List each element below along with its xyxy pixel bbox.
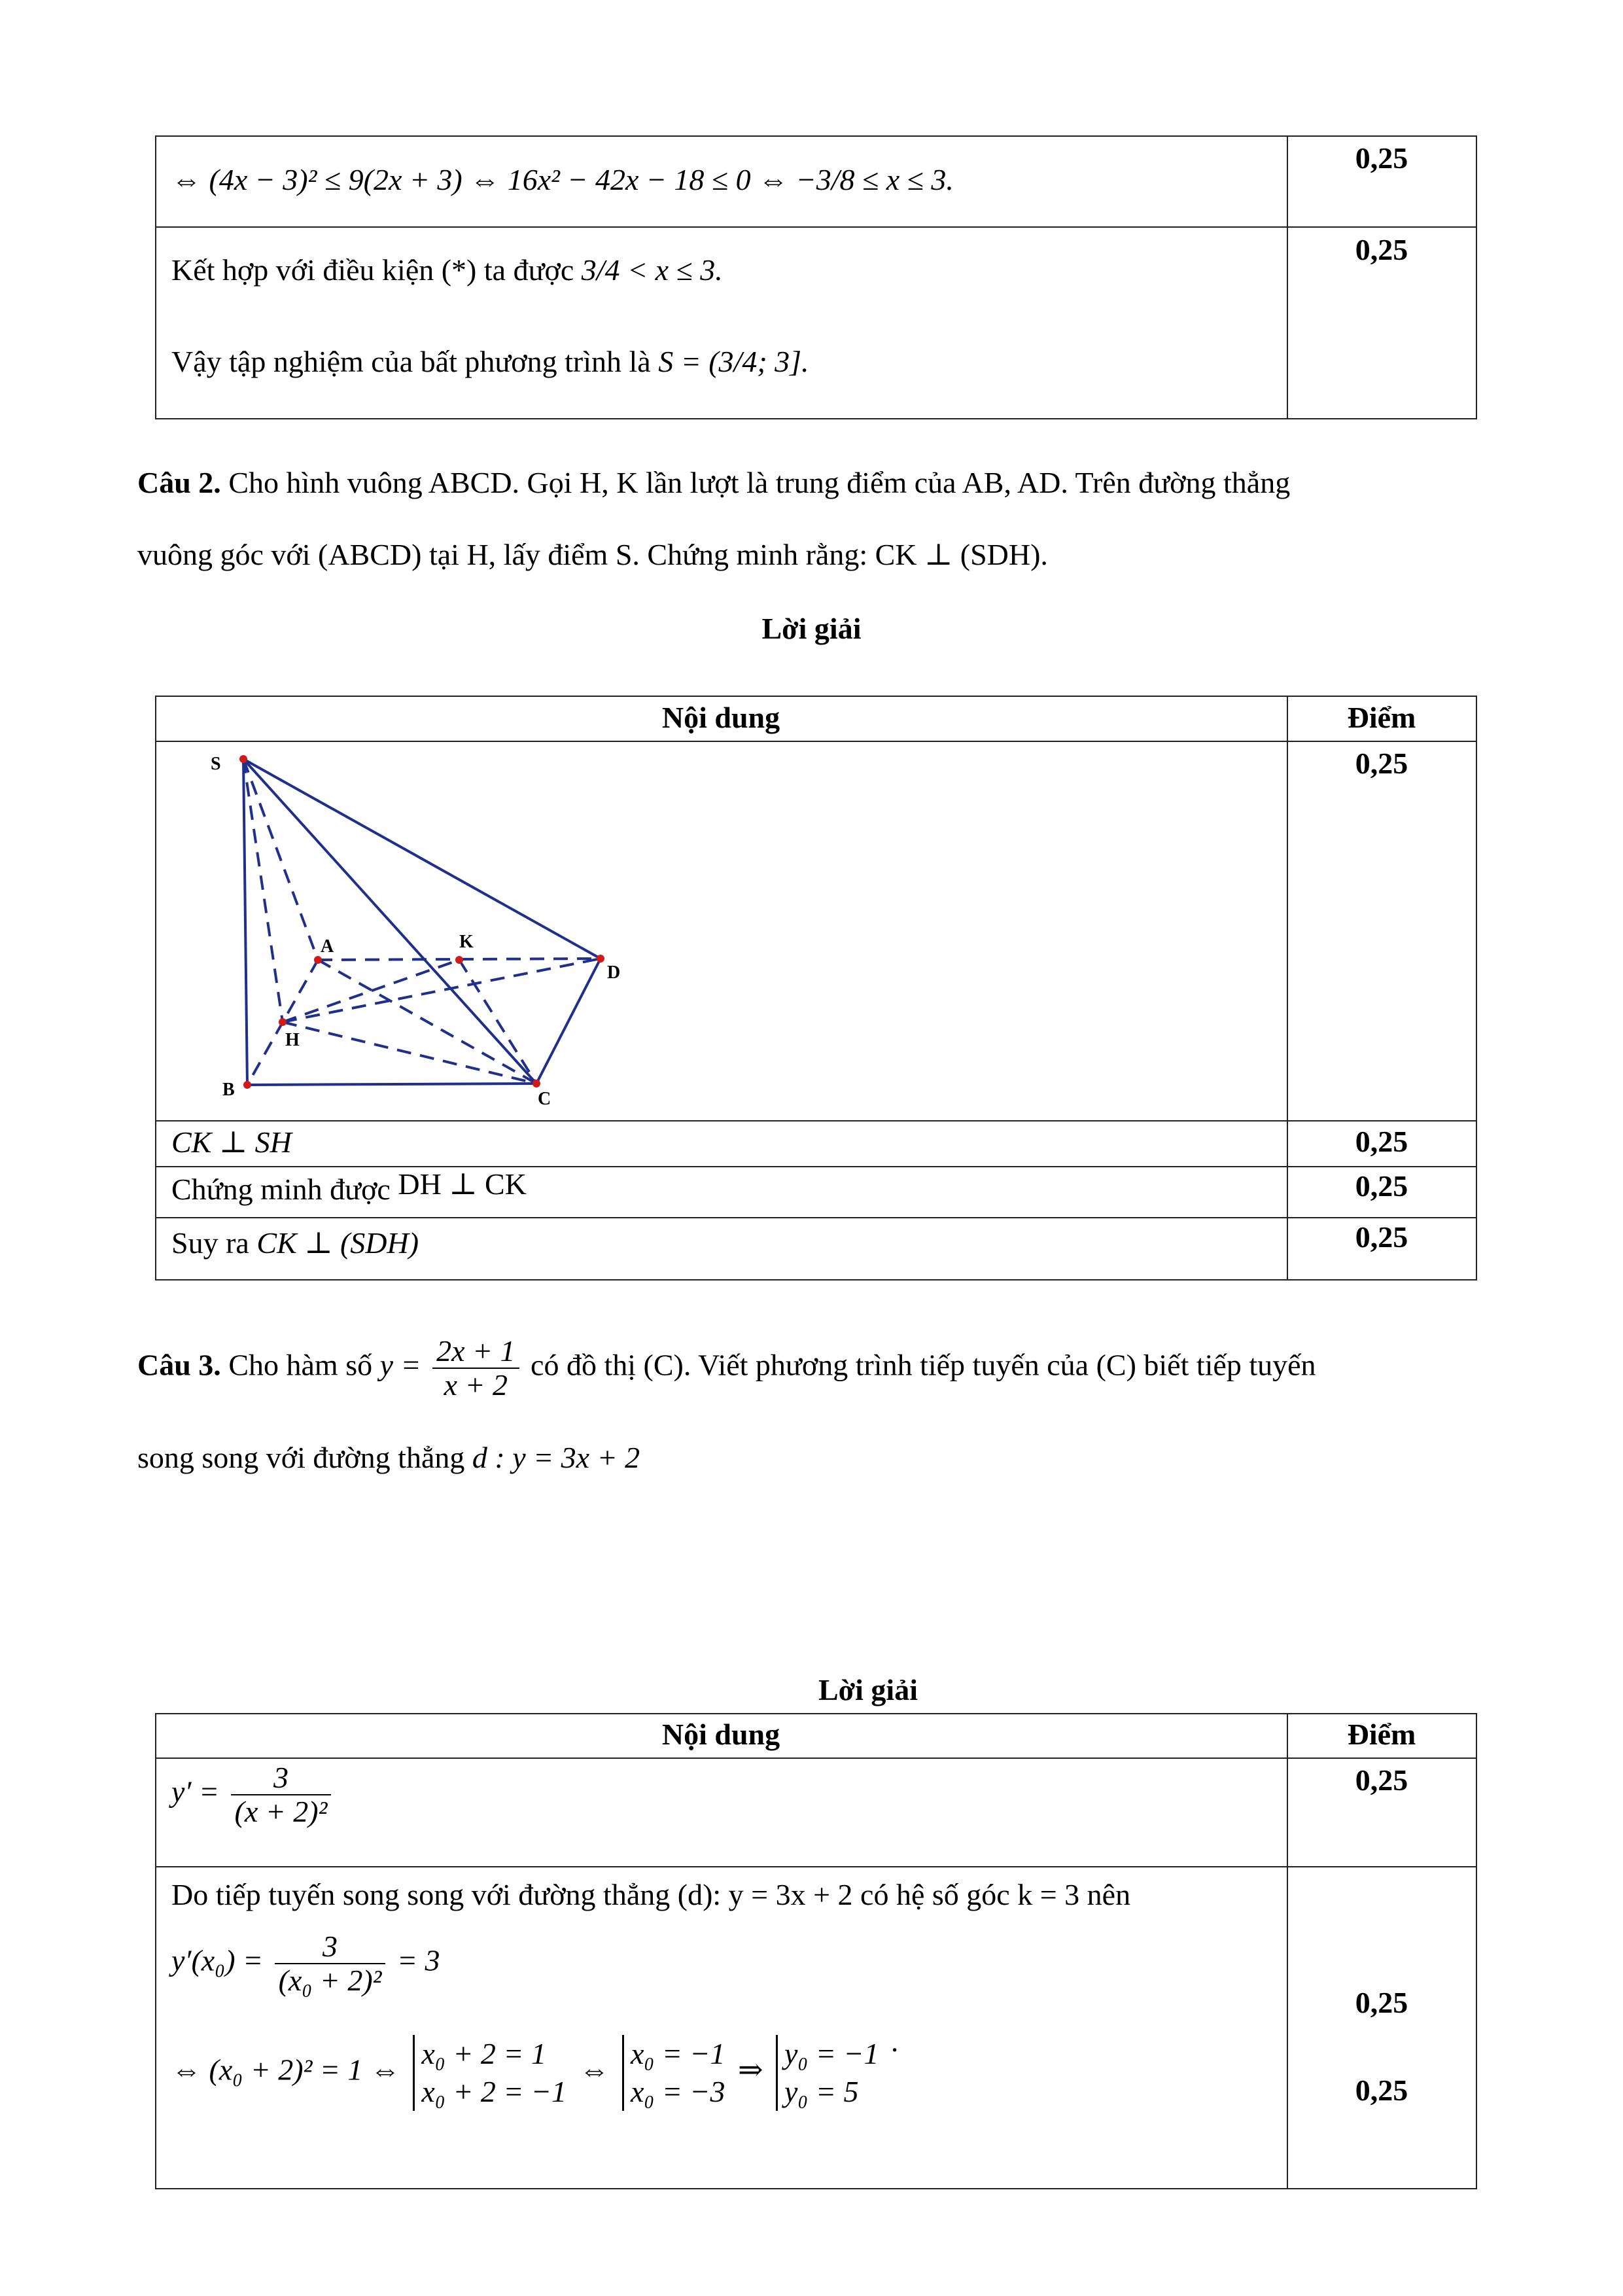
edge-BC [247,1084,536,1085]
q3-row2-score-a: 0,25 [1355,1986,1408,2019]
top-row2-line1-prefix: Kết hợp với điều kiện (*) ta được [171,253,574,287]
q3-row1-score: 0,25 [1355,1763,1408,1797]
point-A [314,956,322,964]
top-table-row-divider [155,226,1477,228]
q2-row3-content [171,1225,419,1262]
q2-table-row-divider-1 [155,1120,1477,1122]
top-row2-line2-prefix: Vậy tập nghiệm của bất phương trình là [171,345,651,378]
q2-row2-score: 0,25 [1355,1169,1408,1203]
label-A: A [321,936,334,957]
top-row2-line1-math: 3/4 < x ≤ 3. [581,253,723,287]
q3-system-3-b: y₀ = 5 [784,2075,859,2108]
question2-line1 [137,465,1290,501]
question3-func-lhs: y = [379,1348,421,1382]
question3-line2-math: d : y = 3x + 2 [472,1441,640,1474]
question2-solution-title: Lời giải [761,612,862,645]
point-C [532,1080,540,1087]
edge-SH [243,759,283,1022]
q3-system-3-a: y₀ = −1 [784,2037,879,2070]
top-table-col-divider [1287,135,1288,419]
q3-table-header-divider [155,1757,1477,1759]
q3-table-row-divider [155,1866,1477,1867]
q3-system-3 [776,2035,879,2111]
top-row2-line1 [171,252,723,289]
label-D: D [607,963,621,983]
label-H: H [285,1030,300,1050]
q3-row2-line2-rhs: = 3 [396,1943,440,1977]
edge-SD [243,759,601,959]
q3-system-1-b: x₀ + 2 = −1 [421,2075,567,2108]
question3-line1 [137,1335,1316,1402]
question3-text-part1: Cho hàm số [228,1348,373,1382]
point-D [597,955,604,963]
q2-row2-prefix: Chứng minh được [171,1173,391,1206]
top-row2-line2 [171,344,809,380]
q3-row1-lhs: y′ = [171,1775,220,1809]
q3-row2-line3-start: ⇔ (x₀ + 2)² = 1 ⇔ [171,2053,400,2087]
edge-HC [283,1022,536,1084]
label-B: B [222,1080,235,1100]
q2-header-score: Điểm [1347,701,1416,734]
q2-figure-score: 0,25 [1355,747,1408,780]
question2-text-line1: Cho hình vuông ABCD. Gọi H, K lần lượt là trung điểm của AB, AD. Trên đường thẳng [228,466,1291,499]
q3-row2-line2-lhs: y′(x₀) = [171,1943,264,1977]
q3-row1-fraction [231,1761,332,1828]
q2-header-content: Nội dung [661,701,780,734]
q3-system-1 [413,2035,567,2111]
top-row1-score: 0,25 [1355,141,1408,175]
q3-arrow-1: ⇔ [579,2053,610,2087]
q2-row3-score: 0,25 [1355,1220,1408,1254]
edge-SA [243,759,318,960]
edge-CD [536,959,601,1084]
q3-row2-line2-fraction [275,1930,386,1997]
question2-line2: vuông góc với (ABCD) tại H, lấy điểm S. Chứng minh rằng: CK ⊥ (SDH). [137,538,1048,571]
question3-func-den: x + 2 [444,1368,508,1402]
question3-label: Câu 3. [137,1348,221,1382]
top-row2-line2-math: S = (3/4; 3]. [658,345,809,378]
q3-row1-num: 3 [231,1761,332,1795]
q3-system-1-a: x₀ + 2 = 1 [421,2037,546,2070]
edge-HD [283,959,601,1022]
q2-table-header-divider [155,741,1477,742]
point-H [279,1018,287,1026]
top-row2-score: 0,25 [1355,233,1408,266]
q3-system-2-a: x₀ = −1 [630,2037,725,2070]
q2-row2-math: DH ⊥ CK [398,1167,527,1201]
question3-func-fraction [432,1335,519,1402]
q3-row1-content [171,1761,335,1828]
q3-row2-line3 [171,2024,899,2111]
point-K [455,956,463,964]
q2-row1-score: 0,25 [1355,1125,1408,1158]
top-row1-content: ⇔ (4x − 3)² ≤ 9(2x + 3) ⇔ 16x² − 42x − 18 ≤ 0 ⇔ −3/8 ≤ x ≤ 3. [171,163,954,196]
q3-system-2 [622,2035,725,2111]
q2-row1-content: CK ⊥ SH [171,1125,292,1159]
question3-text-part2: có đồ thị (C). Viết phương trình tiếp tuyến của (C) biết tiếp tuyến [531,1348,1316,1382]
q3-row2-line1: Do tiếp tuyến song song với đường thẳng (d): y = 3x + 2 có hệ số góc k = 3 nên [171,1878,1131,1911]
q3-row2-line2-num: 3 [275,1930,386,1964]
q2-row3-prefix: Suy ra [171,1226,249,1260]
q2-row3-math: CK ⊥ (SDH) [256,1226,419,1260]
question3-solution-title: Lời giải [818,1673,918,1706]
question3-line2-prefix: song song với đường thẳng [137,1441,465,1474]
question3-func-num: 2x + 1 [432,1335,519,1369]
q3-header-score: Điểm [1347,1718,1416,1751]
label-S: S [211,754,221,774]
q2-row2-content [171,1167,527,1208]
q3-end-dot: . [892,2024,899,2058]
q3-header-content: Nội dung [661,1718,780,1751]
point-B [243,1081,251,1089]
question3-line2 [137,1439,640,1476]
point-S [239,755,247,763]
q2-table-row-divider-2 [155,1166,1477,1167]
q2-table-row-divider-3 [155,1217,1477,1218]
pyramid-figure [164,746,648,1112]
label-K: K [459,932,474,952]
q3-row2-score-b: 0,25 [1355,2074,1408,2107]
q3-row2-line2 [171,1930,440,1997]
q3-arrow-2: ⇒ [737,2053,763,2087]
edge-SB [243,759,247,1085]
question2-label: Câu 2. [137,466,221,499]
label-C: C [538,1089,551,1109]
q3-system-2-b: x₀ = −3 [630,2075,725,2108]
q3-row1-den: (x + 2)² [234,1795,328,1828]
q3-row2-line2-den: (x₀ + 2)² [278,1964,382,1997]
